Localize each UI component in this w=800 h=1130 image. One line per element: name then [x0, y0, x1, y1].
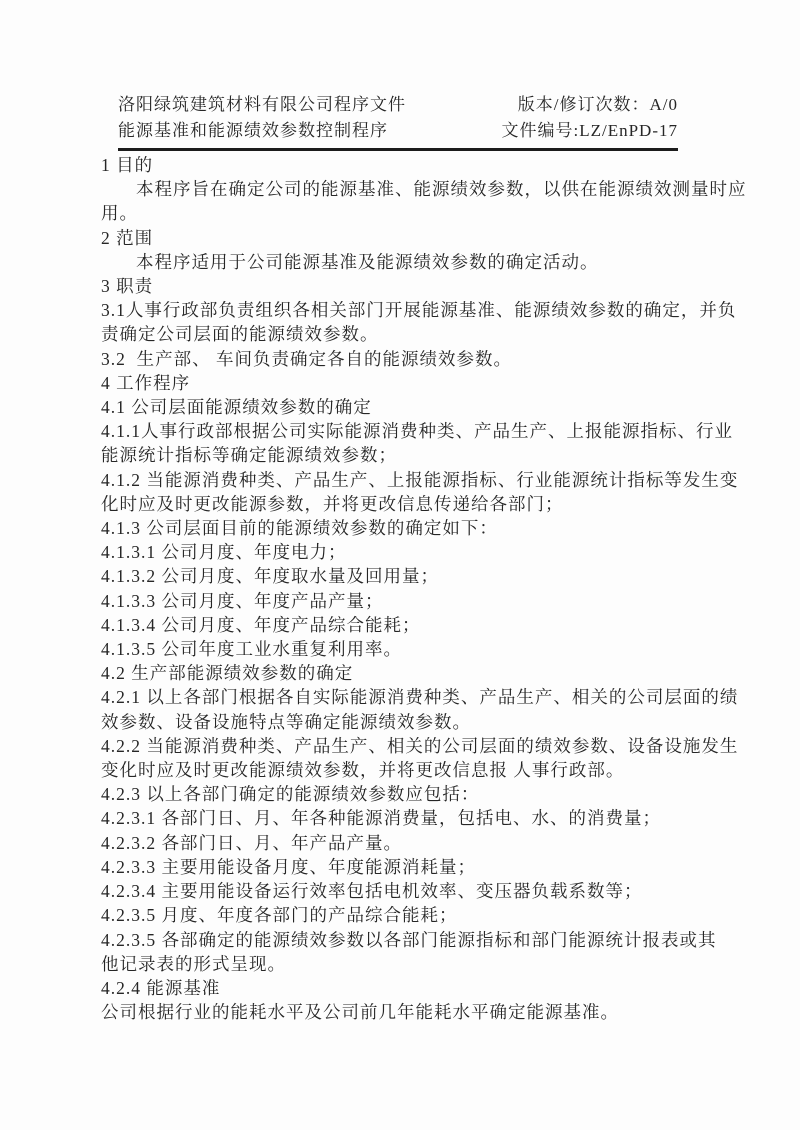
document-line: 4.2.3 以上各部门确定的能源绩效参数应包括：	[101, 784, 480, 805]
doc-number-value: LZ/EnPD-17	[579, 121, 678, 140]
version-value: A/0	[649, 95, 678, 114]
document-line: 能源统计指标等确定能源绩效参数；	[101, 445, 397, 466]
document-line: 4 工作程序	[101, 372, 191, 393]
document-line: 他记录表的形式呈现。	[101, 953, 286, 974]
document-line: 3 职责	[101, 276, 154, 297]
header-row-2	[118, 118, 678, 144]
document-line: 4.2.4 能源基准	[101, 977, 221, 998]
document-line: 2 范围	[101, 227, 154, 248]
document-line: 4.2.3.2 各部门日、月、年产品产量。	[101, 832, 402, 853]
document-line: 4.1.3.2 公司月度、年度取水量及回用量；	[101, 566, 439, 587]
header-divider	[118, 148, 678, 151]
document-line: 本程序适用于公司能源基准及能源绩效参数的确定活动。	[136, 251, 599, 272]
document-line: 4.2 生产部能源绩效参数的确定	[101, 663, 354, 684]
document-line: 4.2.3.1 各部门日、月、年各种能源消费量，包括电、水、的消费量；	[101, 808, 661, 829]
document-body	[101, 153, 747, 1024]
document-line: 用。	[101, 203, 138, 224]
document-line: 3.1人事行政部负责组织各相关部门开展能源基准、能源绩效参数的确定，并负	[101, 300, 737, 321]
document-line: 变化时应及时更改能源绩效参数，并将更改信息报 人事行政部。	[101, 760, 625, 781]
document-line: 化时应及时更改能源参数，并将更改信息传递给各部门；	[101, 493, 564, 514]
header-row-1	[118, 92, 678, 118]
document-line: 效参数、设备设施特点等确定能源绩效参数。	[101, 711, 471, 732]
document-line: 4.1.3.3 公司月度、年度产品产量；	[101, 590, 384, 611]
document-line: 1 目的	[101, 155, 154, 175]
document-line: 4.1 公司层面能源绩效参数的确定	[101, 397, 372, 418]
document-line: 4.2.1 以上各部门根据各自实际能源消费种类、产品生产、相关的公司层面的绩	[101, 687, 739, 708]
doc-number-label: 文件编号:	[501, 121, 580, 140]
document-line: 4.2.3.3 主要用能设备月度、年度能源消耗量；	[101, 856, 476, 877]
document-line: 4.2.3.4 主要用能设备运行效率包括电机效率、变压器负载系数等；	[101, 881, 643, 902]
doc-number-field	[501, 118, 678, 144]
document-line: 4.1.3.4 公司月度、年度产品综合能耗；	[101, 614, 421, 635]
document-line: 4.2.3.5 各部确定的能源绩效参数以各部门能源指标和部门能源统计报表或其	[101, 929, 717, 950]
document-line: 4.2.2 当能源消费种类、产品生产、相关的公司层面的绩效参数、设备设施发生	[101, 735, 739, 756]
document-line: 4.1.3 公司层面目前的能源绩效参数的确定如下：	[101, 518, 498, 539]
document-header	[118, 92, 678, 144]
document-title: 能源基准和能源绩效参数控制程序	[118, 121, 388, 140]
document-line: 4.2.3.5 月度、年度各部门的产品综合能耗；	[101, 905, 458, 926]
document-line: 公司根据行业的能耗水平及公司前几年能耗水平确定能源基准。	[101, 1002, 619, 1023]
document-line: 4.1.3.1 公司月度、年度电力；	[101, 542, 347, 563]
document-line: 4.1.2 当能源消费种类、产品生产、上报能源指标、行业能源统计指标等发生变	[101, 469, 739, 490]
document-line: 3.2 生产部、 车间负责确定各自的能源绩效参数。	[101, 348, 512, 369]
company-title: 洛阳绿筑建筑材料有限公司程序文件	[118, 95, 406, 114]
version-field	[518, 92, 678, 118]
document-line: 本程序旨在确定公司的能源基准、能源绩效参数，以供在能源绩效测量时应	[136, 179, 747, 200]
document-line: 4.1.1人事行政部根据公司实际能源消费种类、产品生产、上报能源指标、行业	[101, 421, 733, 442]
version-label: 版本/修订次数：	[517, 95, 650, 114]
document-line: 责确定公司层面的能源绩效参数。	[101, 324, 379, 345]
document-line: 4.1.3.5 公司年度工业水重复利用率。	[101, 639, 402, 660]
